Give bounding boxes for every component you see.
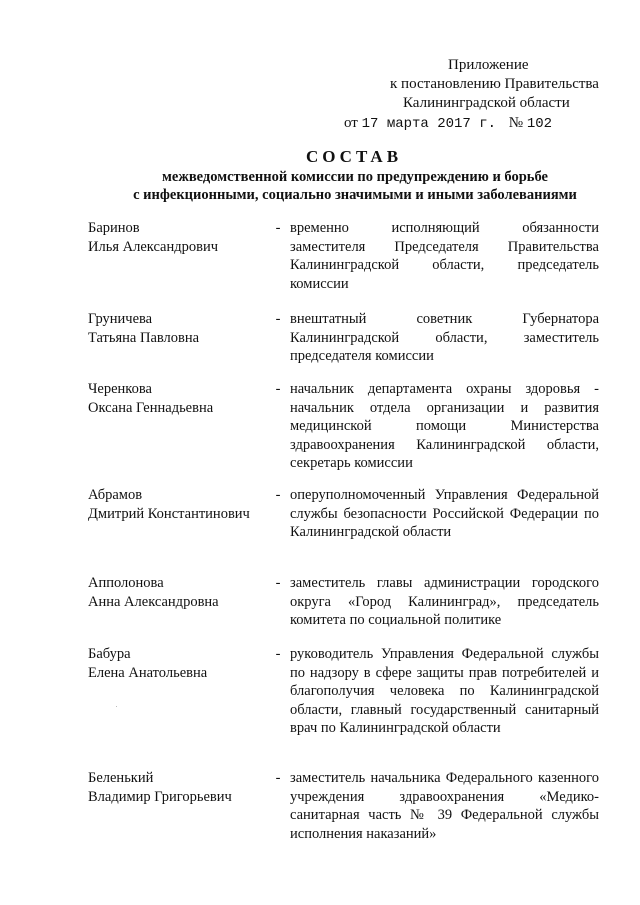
member-given-names: Дмитрий Константинович: [88, 505, 250, 522]
member-dash: -: [275, 220, 281, 236]
document-subtitle-line-2: с инфекционными, социально значимыми и иными заболеваниями: [133, 187, 577, 203]
member-given-names: Анна Александровна: [88, 593, 219, 610]
number-sign: №: [508, 115, 524, 131]
document-title: СОСТАВ: [305, 147, 403, 166]
member-dash: -: [275, 487, 281, 503]
appendix-date-line: [300, 114, 600, 134]
decree-date: 17 марта 2017 г.: [361, 116, 497, 132]
member-name: [88, 380, 268, 417]
member-role: внештатный советник Губернатора Калининградской области, заместитель председателя комиссии: [290, 311, 599, 364]
member-dash: -: [275, 646, 281, 662]
decree-number: 102: [526, 116, 553, 132]
member-surname: Беленький: [88, 770, 154, 786]
member-dash: -: [275, 575, 281, 591]
appendix-label: Приложение: [448, 57, 529, 73]
member-surname: Баринов: [88, 220, 140, 236]
member-surname: Бабура: [88, 646, 131, 662]
member-given-names: Владимир Григорьевич: [88, 788, 232, 805]
member-dash: -: [275, 381, 281, 397]
member-role: временно исполняющий обязанности заместителя Председателя Правительства Калининградской области, председатель комиссии: [290, 220, 599, 292]
member-role: начальник департамента охраны здоровья - начальник отдела организации и развития медицинской помощи Министерства здравоохранения Калининградской области, секретарь комиссии: [290, 381, 599, 471]
title-block: [40, 146, 640, 204]
member-name: [88, 219, 268, 256]
date-prefix: от: [344, 115, 358, 131]
member-surname: Черенкова: [88, 381, 152, 397]
member-role: оперуполномоченный Управления Федеральной службы безопасности Российской Федерации по Калининградской области: [290, 487, 599, 540]
appendix-region: Калининградской области: [403, 95, 570, 111]
member-given-names: Илья Александрович: [88, 238, 219, 255]
member-name: [88, 574, 268, 611]
member-name: [88, 645, 268, 682]
appendix-decree-ref: к постановлению Правительства: [390, 76, 599, 92]
member-surname: Груничева: [88, 311, 153, 327]
scan-speck: [116, 706, 117, 707]
member-given-names: Елена Анатольевна: [88, 664, 208, 681]
member-name: [88, 486, 268, 523]
member-role: руководитель Управления Федеральной службы по надзору в сфере защиты прав потребителей и благополучия человека по Калининградской области, главный государственный санитарный врач по Калининградской области: [290, 646, 599, 736]
appendix-header: [300, 56, 600, 134]
member-surname: Апполонова: [88, 575, 164, 591]
member-surname: Абрамов: [88, 487, 143, 503]
document-subtitle-line-1: межведомственной комиссии по предупреждению и борьбе: [162, 169, 548, 185]
member-dash: -: [275, 770, 281, 786]
member-name: [88, 310, 268, 347]
member-dash: -: [275, 311, 281, 327]
member-role: заместитель главы администрации городского округа «Город Калининград», председатель комитета по социальной политике: [290, 575, 599, 628]
member-name: [88, 769, 268, 806]
member-given-names: Оксана Геннадьевна: [88, 399, 214, 416]
member-given-names: Татьяна Павловна: [88, 329, 200, 346]
member-role: заместитель начальника Федерального казенного учреждения здравоохранения «Медико-санитарная часть № 39 Федеральной службы исполнения наказаний»: [290, 770, 599, 842]
